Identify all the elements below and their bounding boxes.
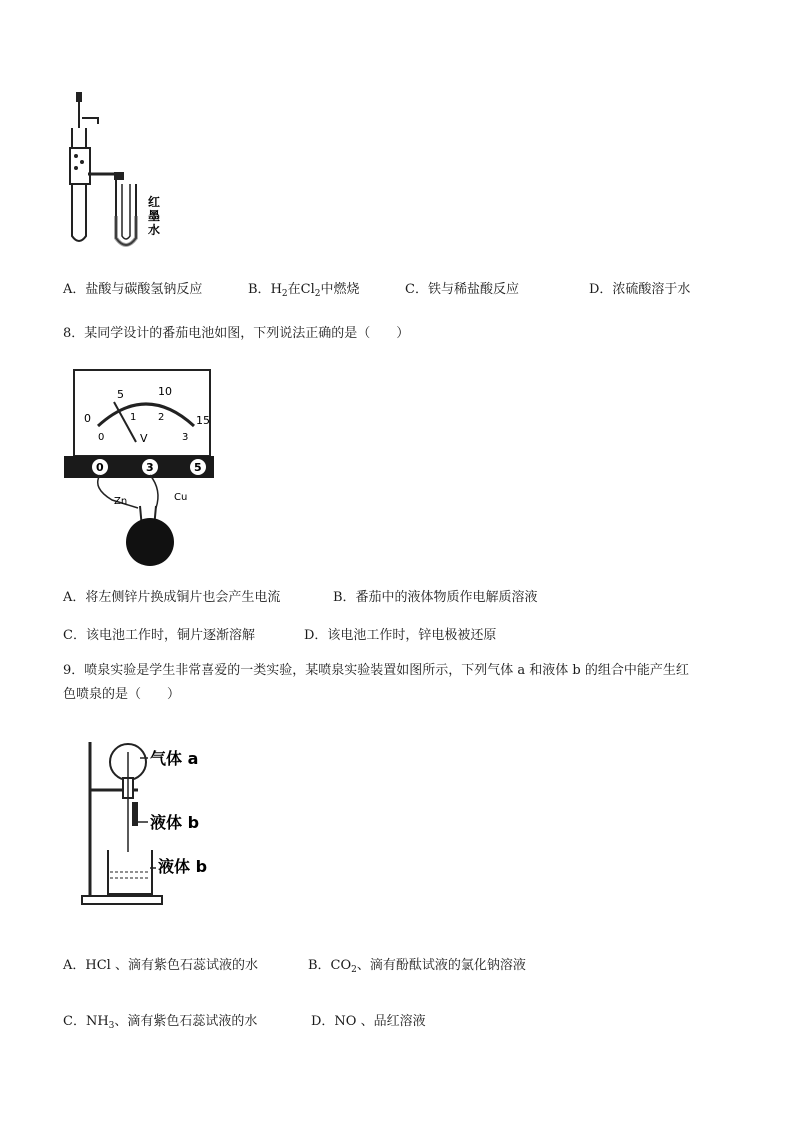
red-ink-fill	[116, 216, 136, 245]
electrode-cu-label: Cu	[174, 492, 188, 503]
fig7-label-2: 墨	[148, 209, 161, 223]
q7-option-b-h-sub: 2	[281, 289, 288, 299]
q8-stem: 8．某同学设计的番茄电池如图，下列说法正确的是（ ）	[63, 326, 410, 341]
q7-option-a: A．盐酸与碳酸氢钠反应	[63, 282, 203, 297]
dropper	[132, 802, 138, 826]
scale-bottom-1: 1	[130, 412, 137, 423]
terminal-label-5: 5	[194, 461, 202, 474]
scale-top-15: 15	[196, 414, 210, 427]
wire-right	[150, 475, 158, 508]
q7-option-b-end: 中燃烧	[320, 282, 360, 297]
q8-option-a: A．将左侧锌片换成铜片也会产生电流	[63, 590, 281, 605]
q9-option-c-sub: 3	[108, 1021, 115, 1031]
q9-option-d: D．NO 、品红溶液	[311, 1014, 426, 1029]
scale-top-10: 10	[158, 385, 172, 398]
stopper	[70, 148, 90, 184]
q9-option-b-rest: 、滴有酚酞试液的氯化钠溶液	[356, 958, 526, 973]
q9-option-b-prefix: B．CO	[308, 958, 352, 973]
q7-figure	[60, 88, 180, 253]
q7-option-b-mid: 在	[287, 282, 301, 297]
q7-option-b	[248, 278, 360, 299]
gas-a-label: 气体 a	[150, 749, 199, 768]
q8-option-b: B．番茄中的液体物质作电解质溶液	[333, 590, 538, 605]
u-tube-outer	[116, 180, 136, 245]
scale-top-0: 0	[84, 412, 91, 425]
q9-option-c-rest: 、滴有紫色石蕊试液的水	[114, 1014, 258, 1029]
fig7-label-3: 水	[148, 223, 161, 237]
electrode-zn-label: Zn	[114, 496, 128, 507]
q9-apparatus-drawing	[76, 732, 236, 912]
q7-option-c: C．铁与稀盐酸反应	[405, 282, 519, 297]
connecting-tube	[88, 174, 118, 180]
liquid-b-label-2: 液体 b	[158, 857, 208, 876]
q9-stem-line2: 色喷泉的是（ ）	[63, 687, 181, 702]
liquid-b-label-1: 液体 b	[150, 813, 200, 832]
tomato	[126, 518, 174, 566]
terminal-label-3: 3	[146, 461, 154, 474]
voltmeter-unit: V	[140, 432, 148, 445]
stand-base	[82, 896, 162, 904]
q8-figure	[62, 360, 222, 570]
q7-option-b-cl-sub: 2	[314, 289, 321, 299]
u-tube-inner	[122, 184, 130, 239]
q9-option-b	[308, 954, 526, 975]
clamp-bracket	[82, 118, 98, 124]
q7-option-d: D．浓硫酸溶于水	[589, 282, 691, 297]
scale-top-5: 5	[117, 388, 124, 401]
q9-stem-line1: 9．喷泉实验是学生非常喜爱的一类实验，某喷泉实验装置如图所示，下列气体 a 和液体 b 的组合中能产生红	[63, 663, 689, 678]
q8-option-d: D．该电池工作时，锌电极被还原	[304, 628, 497, 643]
q8-option-c: C．该电池工作时，铜片逐渐溶解	[63, 628, 255, 643]
fig7-label-1: 红	[148, 195, 161, 209]
scale-bottom-0: 0	[98, 432, 105, 443]
q7-option-b-h: H	[270, 282, 282, 297]
q9-option-a: A．HCl 、滴有紫色石蕊试液的水	[63, 958, 258, 973]
dropper-bulb	[76, 92, 82, 102]
q7-option-b-cl: Cl	[300, 282, 315, 297]
scale-bottom-3: 3	[182, 432, 189, 443]
q7-option-b-prefix: B．	[248, 282, 271, 297]
q9-option-c	[63, 1010, 257, 1031]
q8-apparatus-drawing	[62, 360, 222, 570]
q9-figure	[76, 732, 236, 912]
q9-option-b-sub: 2	[351, 965, 357, 975]
terminal-label-0: 0	[96, 461, 104, 474]
q9-option-c-prefix: C．NH	[63, 1014, 109, 1029]
scale-bottom-2: 2	[158, 412, 165, 423]
q7-apparatus-drawing	[60, 88, 180, 253]
